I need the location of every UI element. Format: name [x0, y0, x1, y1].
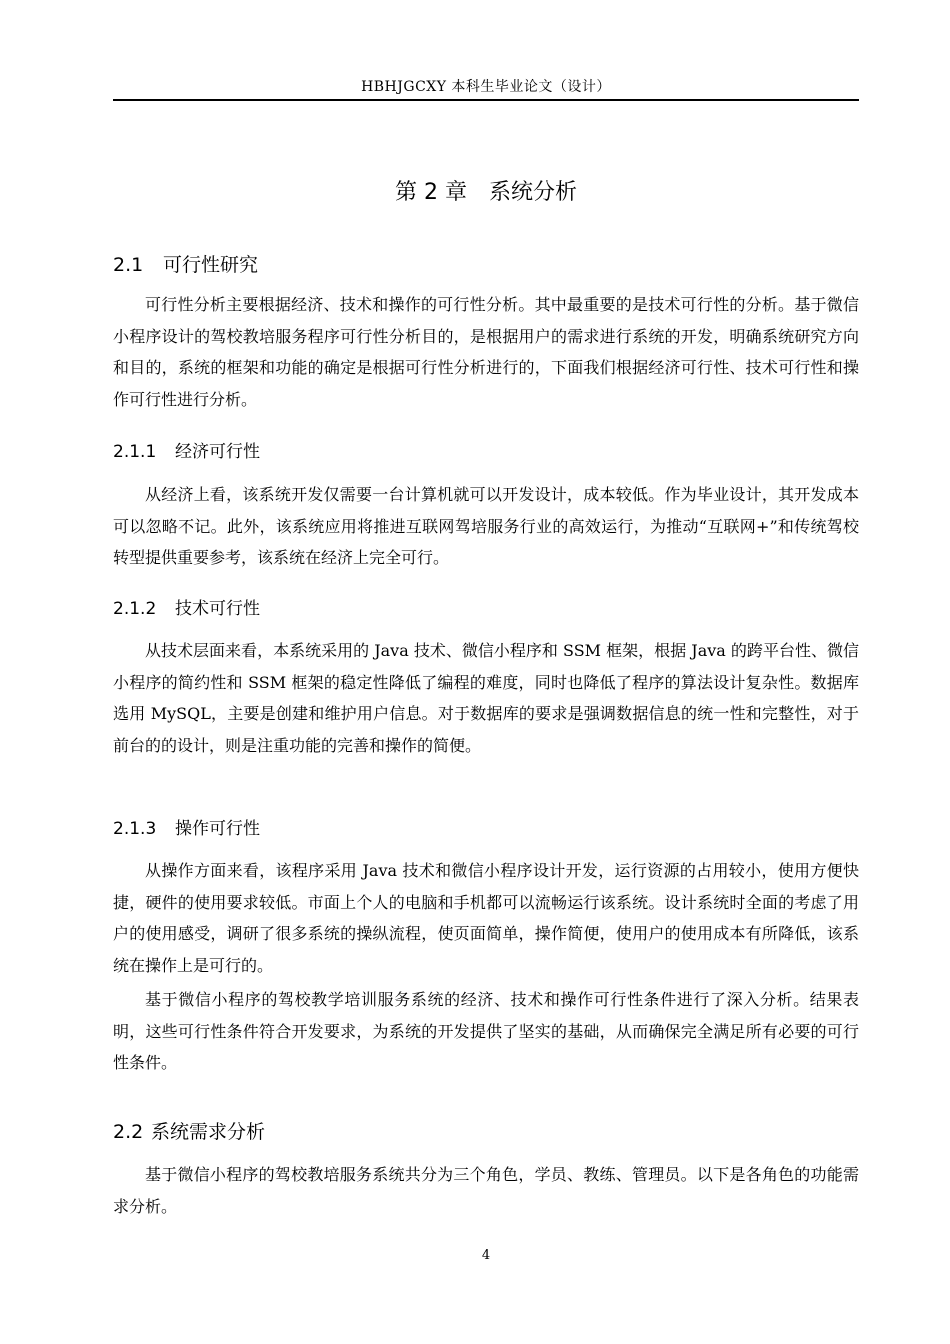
- section-title: 操作可行性: [175, 819, 260, 839]
- section-heading-2-2: [113, 1117, 859, 1147]
- paragraph-2-2: 基于微信小程序的驾校教培服务系统共分为三个角色，学员、教练、管理员。以下是各角色的功能需求分析。: [113, 1165, 859, 1216]
- section-heading-2-1-2: [113, 595, 859, 623]
- section-number: 2.1.2: [113, 599, 157, 619]
- paragraph-2-1-2: 从技术层面来看，本系统采用的 Java 技术、微信小程序和 SSM 框架，根据 Java 的跨平台性、微信小程序的简约性和 SSM 框架的稳定性降低了编程的难度，同时也降低了程序的算法设计复杂性。数据库选用 MySQL，主要是创建和维护用户信息。对于数据库的要求是强调数据信息的统一性和完整性，对于前台的的设计，则是注重功能的完善和操作的简便。: [113, 641, 859, 755]
- section-number: 2.1.3: [113, 819, 157, 839]
- section-number: 2.2: [113, 1121, 144, 1143]
- section-number: 2.1.1: [113, 442, 157, 462]
- section-title: 系统需求分析: [151, 1121, 266, 1143]
- section-title: 可行性研究: [163, 254, 259, 276]
- section-number: 2.1: [113, 254, 144, 276]
- chapter-title: [113, 176, 859, 210]
- page-number: 4: [481, 1248, 491, 1263]
- paragraph-2-1-3-conclusion: 基于微信小程序的驾校教学培训服务系统的经济、技术和操作可行性条件进行了深入分析。结果表明，这些可行性条件符合开发要求，为系统的开发提供了坚实的基础，从而确保完全满足所有必要的可行性条件。: [113, 990, 859, 1072]
- section-heading-2-1-3: [113, 815, 859, 843]
- paragraph-2-1-1: 从经济上看，该系统开发仅需要一台计算机就可以开发设计，成本较低。作为毕业设计，其开发成本可以忽略不记。此外，该系统应用将推进互联网驾培服务行业的高效运行，为推动“互联网+”和传统驾校转型提供重要参考，该系统在经济上完全可行。: [113, 485, 859, 567]
- section-heading-2-1: [113, 250, 859, 280]
- section-heading-2-1-1: [113, 438, 859, 466]
- section-title: 经济可行性: [175, 442, 260, 462]
- section-title: 技术可行性: [175, 599, 260, 619]
- header-rule: [113, 99, 859, 101]
- chapter-name: 系统分析: [488, 180, 577, 205]
- paragraph-2-1-3: 从操作方面来看，该程序采用 Java 技术和微信小程序设计开发，运行资源的占用较小，使用方便快捷，硬件的使用要求较低。市面上个人的电脑和手机都可以流畅运行该系统。设计系统时全面的考虑了用户的使用感受，调研了很多系统的操纵流程，使页面简单，操作简便，使用户的使用成本有所降低，该系统在操作上是可行的。: [113, 861, 859, 975]
- paragraph-2-1: 可行性分析主要根据经济、技术和操作的可行性分析。其中最重要的是技术可行性的分析。基于微信小程序设计的驾校教培服务程序可行性分析目的，是根据用户的需求进行系统的开发，明确系统研究方向和目的，系统的框架和功能的确定是根据可行性分析进行的，下面我们根据经济可行性、技术可行性和操作可行性进行分析。: [113, 295, 859, 409]
- running-header: HBHJGCXY 本科生毕业论文（设计）: [361, 79, 611, 95]
- chapter-number: 第 2 章: [395, 180, 467, 205]
